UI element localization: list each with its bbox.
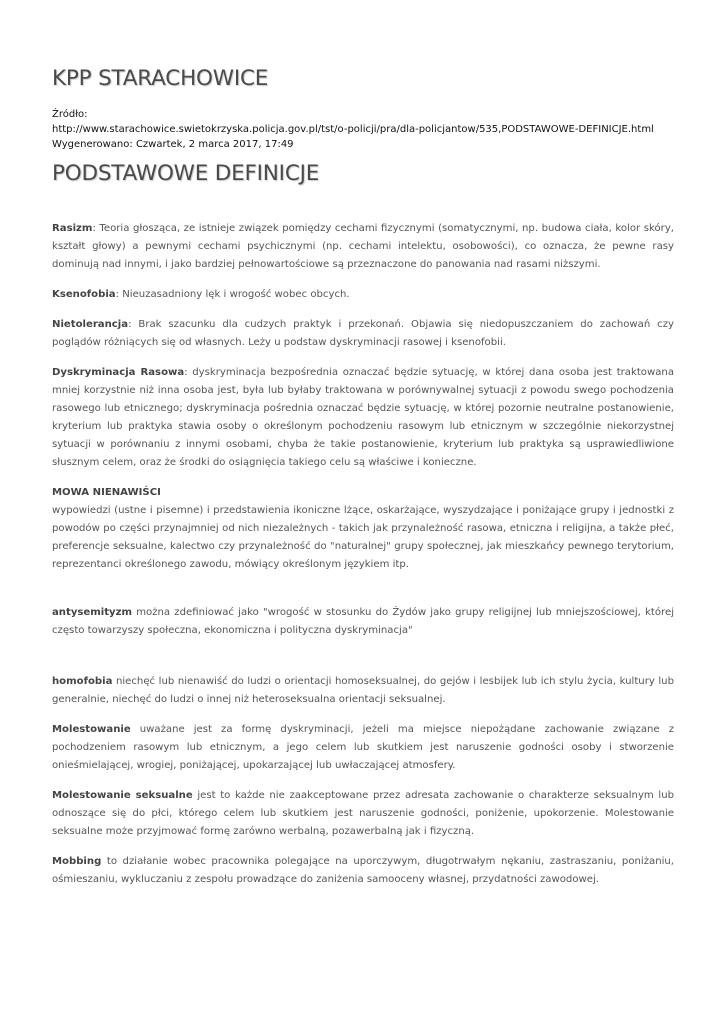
spacer [52, 652, 674, 673]
definition-nietolerancja [52, 316, 674, 352]
term: Ksenofobia [52, 289, 116, 300]
definition-text: Brak szacunku dla cudzych praktyk i przekonań. Objawia się niedopuszczaniem do zachowań czy poglądów różniących się od własnych. Leży u podstaw dyskryminacji rasowej i ksenofobii. [52, 319, 674, 348]
definition-dyskryminacja-rasowa [52, 364, 674, 472]
definition-molestowanie-seksualne [52, 787, 674, 841]
definition-text: Nieuzasadniony lęk i wrogość wobec obcych. [119, 289, 350, 300]
term-separator: : [115, 289, 120, 300]
term: Dyskryminacja Rasowa [52, 367, 185, 378]
definition-antysemityzm [52, 604, 674, 640]
term: Mobbing [52, 856, 102, 867]
definition-text: Teoria głosząca, ze istnieje związek pomiędzy cechami fizycznymi (somatycznymi, np. budowa ciała, kolor skóry, kształt głowy) a pewnymi cechami psychicznymi (np. cechami intelektu, osobowości), co oznacza, że pewne rasy dominują nad innymi, i jako bardziej pełnowartościowe są przeznaczone do panowania nad rasami niższymi. [52, 223, 674, 270]
generated-date: Wygenerowano: Czwartek, 2 marca 2017, 17:49 [52, 139, 294, 150]
definition-text: można zdefiniować jako "wrogość w stosunku do Żydów jako grupy religijnej lub mniejszościowej, której często towarzyszy społeczna, ekonomiczna i polityczna dyskryminacja" [52, 607, 674, 636]
definition-molestowanie [52, 721, 674, 775]
spacer [52, 586, 674, 604]
term-separator: : [184, 367, 188, 378]
term: Rasizm [52, 223, 93, 234]
term: Nietolerancja [52, 319, 129, 330]
definition-rasizm [52, 220, 674, 274]
definition-text: dyskryminacja bezpośrednia oznaczać będzie sytuację, w której dana osoba jest traktowana mniej korzystnie niż inna osoba jest, była lub byłaby traktowana w porównywalnej sytuacji z powodu swego pochodzenia rasowego lub etnicznego; dyskryminacja pośrednia oznaczać będzie sytuację, w której pozornie neutralne postanowienie, kryterium lub praktyka stawia osoby o określonym pochodzeniu rasowym lub etnicznym w szczególnie niekorzystnej sytuacji w porównaniu z innymi osobami, chyba że takie postanowienie, kryterium lub praktyka są usprawiedliwione słusznym celem, oraz że środki do osiągnięcia takiego celu są właściwe i konieczne. [52, 367, 674, 468]
definition-text: wypowiedzi (ustne i pisemne) i przedstawienia ikoniczne lżące, oskarżające, wyszydzające i poniżające grupy i jednostki z powodów po części przynajmniej od nich niezależnych - takich jak przynależność rasowa, etniczna i religijna, a także płeć, preferencje seksualne, kalectwo czy przynależność do "naturalnej" grupy społecznej, jak mieszkańcy pewnego terytorium, reprezentanci określonego zawodu, mówiący określonym językiem itp. [52, 505, 674, 570]
definition-text: niechęć lub nienawiść do ludzi o orientacji homoseksualnej, do gejów i lesbijek lub ich stylu życia, kultury lub generalnie, niechęć do ludzi o innej niż heteroseksualna orientacji seksualnej. [52, 676, 674, 705]
definition-ksenofobia [52, 286, 674, 304]
term: Molestowanie seksualne [52, 790, 193, 801]
section-heading: MOWA NIENAWIŚCI [52, 487, 161, 498]
source-label: Źródło: [52, 109, 88, 120]
definition-homofobia [52, 673, 674, 709]
term: antysemityzm [52, 607, 133, 618]
document-meta [52, 107, 692, 152]
definitions-content [52, 220, 674, 901]
term: homofobia [52, 676, 113, 687]
term-separator: : [128, 319, 132, 330]
definition-mobbing [52, 853, 674, 889]
definition-text: to działanie wobec pracownika polegające na uporczywym, długotrwałym nękaniu, zastraszaniu, poniżaniu, ośmieszaniu, wykluczaniu z zespołu prowadzące do zaniżenia samooceny własnej, przydatności zawodowej. [52, 856, 674, 885]
term-separator: : [92, 223, 96, 234]
site-title: KPP STARACHOWICE [52, 66, 269, 91]
page-title: PODSTAWOWE DEFINICJE [52, 161, 320, 186]
source-url[interactable]: http://www.starachowice.swietokrzyska.policja.gov.pl/tst/o-policji/pra/dla-policjantow/535,PODSTAWOWE-DEFINICJE.html [52, 124, 654, 135]
term: Molestowanie [52, 724, 131, 735]
definition-text: jest to każde nie zaakceptowane przez adresata zachowanie o charakterze seksualnym lub odnoszące się do płci, którego celem lub skutkiem jest naruszenie godności, poniżenie, upokorzenie. Molestowanie seksualne może przyjmować formę zarówno werbalną, pozawerbalną jak i fizyczną. [52, 790, 675, 837]
definition-text: uważane jest za formę dyskryminacji, jeżeli ma miejsce niepożądane zachowanie związane z pochodzeniem rasowym lub etnicznym, a jego celem lub skutkiem jest naruszenie godności osoby i stworzenie onieśmielającej, wrogiej, poniżającej, upokarzającej lub uwłaczającej atmosfery. [52, 724, 674, 771]
definition-mowa-nienawisci [52, 484, 674, 574]
